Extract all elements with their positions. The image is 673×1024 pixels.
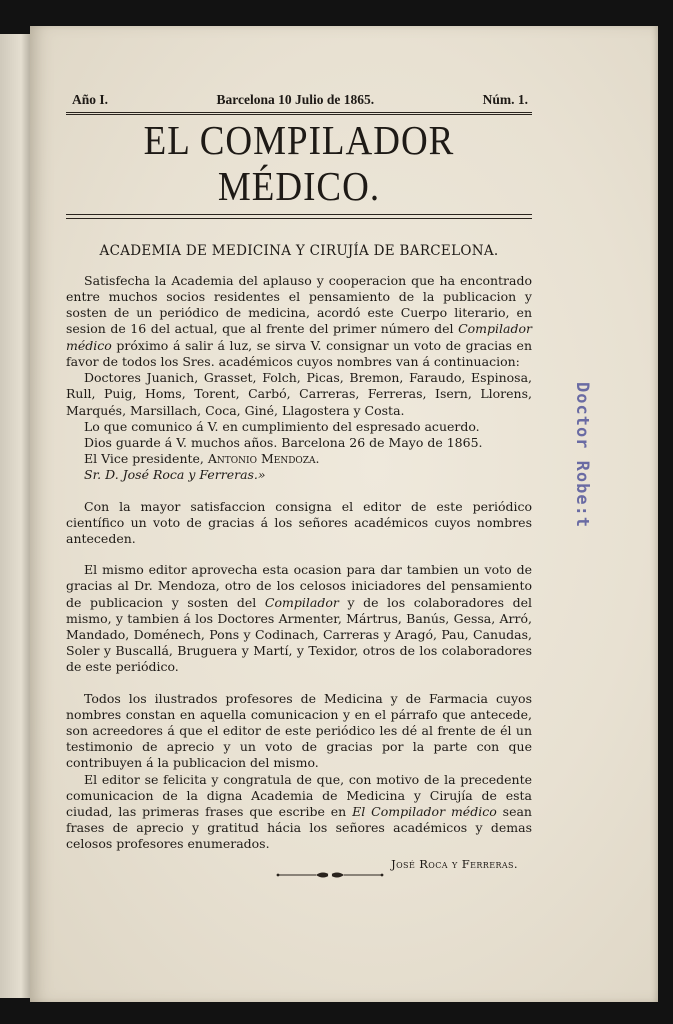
masthead-rule [66, 112, 532, 115]
paragraph-text: próximo á salir á luz, se sirva V. consignar un voto de gracias en favor de todos los Sres. académicos cuyos nombres van á continuacion: [66, 337, 533, 369]
issue-date: Barcelona 10 Julio de 1865. [216, 92, 375, 107]
paragraph-closing: Dios guarde á V. muchos años. Barcelona 26 de Mayo de 1865. [84, 434, 483, 450]
spacer [66, 547, 532, 562]
paragraph-addressee: Sr. D. José Roca y Ferreras.» [84, 467, 266, 483]
paragraph-text: El Vice presidente, [84, 451, 204, 467]
masthead-line [66, 92, 532, 112]
paragraph-text: El editor se felicita y congratula de que, con motivo de la precedente comunicacion de la digna Academia de Medicina y Cirujía de esta ciudad, las primeras frases que escribe en [66, 771, 532, 819]
spacer [66, 484, 532, 499]
issue-year: Año I. [72, 92, 109, 107]
paragraph-text: sean frases de aprecio y gratitud hácia los señores académicos y demas celosos profesores enumerados. [66, 803, 532, 852]
vice-president-name: Antonio Mendoza. [207, 451, 320, 467]
paragraph-academy-letter [66, 273, 532, 370]
page-content [66, 92, 532, 871]
title-rule-bottom [66, 218, 532, 219]
section-heading: ACADEMIA DE MEDICINA Y CIRUJÍA DE BARCELONA. [99, 242, 499, 259]
title-rule-top [66, 214, 532, 215]
paragraph-professors: Todos los ilustrados profesores de Medicina y de Farmacia cuyos nombres constan en aquella comunicacion y en el párrafo que antecede, son acreedores á que el editor de este periódico les dé al frente de él un testimonio de aprecio y un voto de gracias por la parte con que contribuyen á la publicacion del mismo. [66, 690, 532, 771]
author-signature: José Roca y Ferreras. [391, 856, 518, 871]
paragraph-italic: Compilador [264, 594, 339, 610]
paragraph-member-list: Doctores Juanich, Grasset, Folch, Picas, Bremon, Faraudo, Espinosa, Rull, Puig, Homs, Torent, Carbó, Carreras, Ferreras, Isern, Llorens, Marqués, Marsillach, Coca, Giné, Llagostera y Costa. [66, 370, 532, 418]
paragraph-vice-president [66, 451, 532, 467]
paragraph-text: y de los colaboradores del mismo, y tambien á los Doctores Armenter, Mártrus, Banús, Gessa, Arró, Mandado, Doménech, Pons y Codinach, Carreras y Aragó, Pau, Canudas, Soler y Buscallá, Bruguera y Martí, y Texidor, otros de los colaboradores de este periódico. [66, 594, 533, 675]
paragraph-italic: Compilador médico [66, 321, 532, 353]
issue-number: Núm. 1. [482, 92, 528, 107]
newspaper-title: EL COMPILADOR MÉDICO. [143, 118, 455, 211]
spacer [66, 676, 532, 691]
paragraph-congratulation [66, 772, 532, 853]
facing-page-edge [0, 34, 30, 998]
paragraph-communication: Lo que comunico á V. en cumplimiento del espresado acuerdo. [84, 418, 480, 434]
paragraph-italic: El Compilador médico [352, 803, 497, 819]
paragraph-text: El mismo editor aprovecha esta ocasion para dar tambien un voto de gracias al Dr. Mendoza, otro de los celosos iniciadores del pensamiento de publicacion y sosten del [66, 562, 532, 610]
library-stamp: Doctor Robe:t [572, 382, 592, 529]
paragraph-editor-thanks: Con la mayor satisfaccion consigna el editor de este periódico científico un voto de gracias á los señores académicos cuyos nombres anteceden. [66, 498, 532, 546]
paragraph-text: Satisfecha la Academia del aplauso y cooperacion que ha encontrado entre muchos socios residentes el pensamiento de la publicacion y sosten de un periódico de medicina, acordó este Cuerpo literario, en sesion de 16 del actual, que al frente del primer número del [66, 272, 532, 337]
title-rules [66, 214, 532, 219]
ornament-divider-icon [276, 870, 384, 880]
paragraph-collaborators [66, 562, 532, 675]
article-body [66, 273, 532, 853]
